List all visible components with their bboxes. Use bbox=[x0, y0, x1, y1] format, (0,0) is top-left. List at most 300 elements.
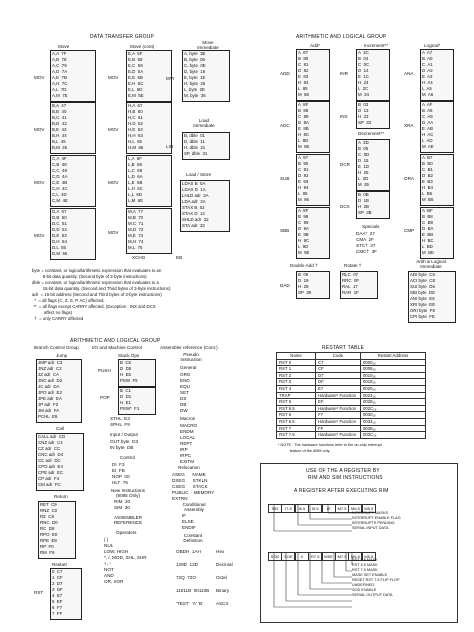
opcode-row: B 90 bbox=[298, 161, 309, 166]
opcode-row: IN byte DB bbox=[110, 445, 134, 450]
constant-types bbox=[216, 545, 233, 610]
constant-type: ASCII bbox=[216, 601, 228, 606]
opcode-row: A,E 7B bbox=[52, 75, 67, 80]
sphl-row: SPHL F9 bbox=[110, 422, 130, 427]
opcode-row: E B3 bbox=[422, 179, 433, 184]
opcode-row: CC adr DC bbox=[38, 458, 61, 463]
bit-label: INTERRUPTS PENDING bbox=[352, 521, 395, 525]
opcode-row: H A4 bbox=[422, 80, 433, 85]
operator-item: AND bbox=[104, 573, 114, 578]
opcode-row: H,B 60 bbox=[128, 109, 143, 114]
mov-mnemonic: MOV bbox=[108, 180, 119, 185]
opcode-row: D,L 55 bbox=[52, 245, 66, 250]
opcode-row: D,B 50 bbox=[52, 215, 67, 220]
constant-type: Binary bbox=[216, 588, 230, 593]
opcode-row: D,A 57 bbox=[52, 209, 67, 214]
pseudo-item: PUBLIC MEMORY bbox=[172, 490, 215, 495]
opcode-row: C,M 4E bbox=[52, 198, 68, 203]
dad-mnemonic: DAD bbox=[280, 283, 290, 288]
decrement-header: Decrement** bbox=[358, 131, 385, 136]
opcode-row: A B7 bbox=[422, 155, 433, 160]
bit-label: INTERRUPT MASKS bbox=[352, 511, 389, 515]
opcode-row: H AC bbox=[422, 132, 434, 137]
restart-table bbox=[276, 352, 426, 439]
note-line: ** = all flags except CARRY affected. (Exception : INX and DCX bbox=[32, 304, 156, 309]
register-bit: M5.5 bbox=[362, 504, 376, 513]
opcode-row: L,L 6D bbox=[128, 192, 142, 197]
opcode-row: SBI byte DE bbox=[410, 290, 436, 295]
opcode-row: CALL adr CD bbox=[38, 434, 66, 439]
constant-item: OBDH 1AH bbox=[176, 549, 201, 554]
opcode-row: H 2B bbox=[358, 204, 369, 209]
bit-label: INTERRUPT ENABLE FLAG bbox=[352, 516, 401, 520]
dcr-mnemonic: DCR bbox=[340, 162, 350, 167]
opcode-row: E,E 5B bbox=[128, 75, 143, 80]
opcode-row: C,B 48 bbox=[52, 162, 67, 167]
opcode-row: STAX D 12 bbox=[182, 211, 205, 216]
opcode-row: L A5 bbox=[422, 86, 432, 91]
double-add-header: Double Add † bbox=[290, 263, 318, 268]
inr-mnemonic: INR bbox=[340, 71, 348, 76]
opcode-row: CZ adr CC bbox=[38, 446, 61, 451]
opcode-row: H 25 bbox=[358, 170, 369, 175]
opcode-row: E 9B bbox=[298, 232, 309, 237]
register-bit: M7.5 bbox=[335, 504, 349, 513]
opcode-row: D 14 bbox=[358, 68, 369, 73]
opcode-row: STA adr 32 bbox=[182, 223, 205, 228]
table-cell: CF bbox=[316, 366, 361, 373]
opcode-row: C B1 bbox=[422, 167, 433, 172]
opcode-row: E 1C bbox=[358, 74, 369, 79]
opcode-row: 0 C7 bbox=[52, 569, 63, 574]
opcode-row: C 0D bbox=[358, 152, 370, 157]
opcode-row: A,C 79 bbox=[52, 63, 67, 68]
opcode-row: B 0B bbox=[358, 192, 369, 197]
register-bit: M6.5 bbox=[348, 504, 362, 513]
opcode-row: JC adr DA bbox=[38, 384, 60, 389]
add-header: Add* bbox=[310, 43, 320, 48]
opcode-row: D,D 52 bbox=[52, 227, 67, 232]
col-move-cont-header: Move (cont) bbox=[130, 44, 155, 49]
opcode-row: M,L 75 bbox=[128, 245, 143, 250]
opcode-row: H 23 bbox=[358, 114, 369, 119]
opcode-row: H BC bbox=[422, 238, 434, 243]
opcode-row: L,C 69 bbox=[128, 168, 143, 173]
opcode-row: ACI byte CE bbox=[410, 278, 436, 283]
rst-mnemonic: RST bbox=[34, 590, 44, 595]
opcode-row: B A0 bbox=[422, 56, 433, 61]
xra-mnemonic: XRA bbox=[404, 123, 414, 128]
opcode-row: D 92 bbox=[298, 173, 309, 178]
table-cell: DF bbox=[316, 379, 361, 386]
jump-group bbox=[36, 359, 82, 423]
table-cell: RST 7 bbox=[277, 425, 316, 432]
io-header: Input / Output bbox=[110, 432, 138, 437]
opcode-row: RC D8 bbox=[40, 526, 55, 531]
opcode-row: JM adr FA bbox=[38, 408, 60, 413]
opcode-row: A A7 bbox=[422, 50, 433, 55]
opcode-row: H 8C bbox=[298, 132, 310, 137]
opcode-row: A AF bbox=[422, 102, 433, 107]
opcode-row: D 8A bbox=[298, 120, 309, 125]
register-bit: SOD bbox=[268, 552, 282, 561]
mov-c-group bbox=[50, 155, 96, 207]
branch-control-header: Branch Control Group bbox=[34, 345, 79, 350]
opcode-row: L,H 6C bbox=[128, 186, 143, 191]
table-cell: 0038₁₆ bbox=[361, 425, 426, 432]
opcode-row: C,C 49 bbox=[52, 168, 67, 173]
opcode-row: SP 39 bbox=[298, 290, 312, 295]
lxi-mnemonic: LXI bbox=[166, 144, 173, 149]
opcode-row: H 94 bbox=[298, 185, 309, 190]
opcode-row: E,C 59 bbox=[128, 63, 143, 68]
specials-header: Specials bbox=[362, 224, 380, 229]
pseudo-item: LOCAL bbox=[180, 435, 196, 440]
restart-header: Restart bbox=[52, 562, 67, 567]
pseudo-item: END bbox=[180, 378, 190, 383]
opcode-row: L 9D bbox=[298, 244, 309, 249]
mov-mnemonic: MOV bbox=[34, 180, 45, 185]
opcode-row: L,A 6F bbox=[128, 156, 142, 161]
mov-mnemonic: MOV bbox=[34, 127, 45, 132]
opcode-row: JP adr F2 bbox=[38, 402, 59, 407]
opcode-row: L 85 bbox=[298, 86, 308, 91]
opcode-row: RAL 17 bbox=[342, 284, 358, 289]
opcode-row: A 87 bbox=[298, 50, 309, 55]
arith-imm-group bbox=[408, 271, 456, 323]
return-group bbox=[38, 501, 76, 559]
table-cell: EF bbox=[316, 399, 361, 406]
opcode-row: D 15 bbox=[358, 158, 369, 163]
pseudo-item: IRPC bbox=[180, 453, 191, 458]
opcode-row: CMA 2F bbox=[356, 237, 374, 242]
table-cell: RST 6.5 bbox=[277, 418, 316, 425]
opcode-row: E A3 bbox=[422, 74, 433, 79]
opcode-row: D BA bbox=[422, 226, 434, 231]
inx-mnemonic: INX bbox=[340, 114, 348, 119]
mvi-mnemonic: MVI bbox=[166, 76, 175, 81]
opcode-row: RAR 1F bbox=[342, 290, 359, 295]
opcode-row: ANI byte E6 bbox=[410, 296, 435, 301]
opcode-row: 4 E7 bbox=[52, 593, 63, 598]
call-header: Call bbox=[56, 426, 64, 431]
opcode-row: JMP adr C3 bbox=[38, 360, 63, 365]
conditional-header: Conditional Assembly bbox=[182, 502, 206, 512]
opcode-row: M 35 bbox=[358, 182, 369, 187]
table-header: Restart Address bbox=[361, 353, 426, 360]
opcode-row: 6 F7 bbox=[52, 605, 63, 610]
opcode-row: LHLD adr 2A bbox=[182, 193, 209, 198]
new-instr-list bbox=[114, 499, 130, 511]
opcode-row: C 99 bbox=[298, 220, 309, 225]
ora-mnemonic: ORA bbox=[404, 176, 414, 181]
opcode-row: B,C 41 bbox=[52, 115, 67, 120]
opcode-row: L,E 6B bbox=[128, 180, 143, 185]
opcode-row: D D5 bbox=[120, 366, 132, 371]
opcode-row: HLT 76 bbox=[112, 480, 128, 485]
load-store-group bbox=[180, 180, 230, 232]
ana-mnemonic: ANA bbox=[404, 71, 414, 76]
table-cell: 0024₁₆ bbox=[361, 392, 426, 399]
table-cell: Hardware* Function bbox=[316, 392, 361, 399]
constant-type: Decimal bbox=[216, 562, 233, 567]
branch-title: ARITHMETIC AND LOGICAL GROUP bbox=[70, 338, 161, 344]
table-row bbox=[277, 412, 426, 419]
control-list bbox=[112, 462, 130, 486]
jump-header: Jump bbox=[56, 353, 68, 358]
opcode-row: 5 EF bbox=[52, 599, 63, 604]
table-header: Name bbox=[277, 353, 316, 360]
table-cell: RST 1 bbox=[277, 366, 316, 373]
opcode-row: E,B 58 bbox=[128, 57, 143, 62]
adc-mnemonic: ADC bbox=[280, 123, 290, 128]
note-line: byte = constant, or logical/arithmetic expression that evaluates to an bbox=[32, 268, 162, 273]
bit-label: SERIAL INPUT DATA bbox=[352, 526, 389, 530]
opcode-row: SP 33 bbox=[358, 120, 372, 125]
opcode-row: C 89 bbox=[298, 114, 309, 119]
opcode-row: SP 3B bbox=[358, 210, 372, 215]
load-store-header: Load / Store bbox=[186, 172, 212, 177]
opcode-row: SUI byte D6 bbox=[410, 284, 435, 289]
opcode-row: M BE bbox=[422, 250, 434, 255]
mov-b-group bbox=[50, 102, 96, 154]
opcode-row: E, byte 1E bbox=[184, 75, 206, 80]
opcode-row: SP, dble 31 bbox=[184, 151, 208, 156]
xra-group bbox=[420, 101, 454, 153]
register-bit: IE bbox=[322, 504, 336, 513]
register-bit: I7.5 bbox=[281, 504, 295, 513]
opcode-row: RLC 07 bbox=[342, 272, 359, 277]
opcode-row: L AD bbox=[422, 138, 433, 143]
opcode-row: M 9E bbox=[298, 250, 310, 255]
mov-mnemonic: MOV bbox=[108, 75, 119, 80]
mov-mnemonic: MOV bbox=[34, 233, 45, 238]
table-cell: RST 6 bbox=[277, 412, 316, 419]
pseudo-item: DSEG STKLN bbox=[172, 478, 208, 483]
opcode-row: E 93 bbox=[298, 179, 309, 184]
opcode-row: LDAX D 1A bbox=[182, 187, 206, 192]
table-cell: 0030₁₆ bbox=[361, 412, 426, 419]
opcode-row: B 09 bbox=[298, 272, 309, 277]
opcode-row: D 19 bbox=[298, 278, 309, 283]
operator-item: NOT bbox=[104, 567, 114, 572]
opcode-row: JPO adr E2 bbox=[38, 390, 62, 395]
opcode-row: B 98 bbox=[298, 214, 309, 219]
table-cell: 003C₁₆ bbox=[361, 432, 426, 439]
table-cell: FF bbox=[316, 425, 361, 432]
opcode-row: DAA* 27 bbox=[356, 231, 375, 236]
opcode-row: C,L 4D bbox=[52, 192, 67, 197]
opcode-row: B 88 bbox=[298, 108, 309, 113]
inr-group bbox=[356, 49, 390, 101]
opcode-row: B,E 43 bbox=[52, 127, 67, 132]
table-cell: TRAP bbox=[277, 392, 316, 399]
opcode-row: B, byte 06 bbox=[184, 57, 205, 62]
io-control-header: I/O and Machine Control bbox=[92, 345, 142, 350]
table-row bbox=[277, 418, 426, 425]
table-cell: RST 7.5 bbox=[277, 432, 316, 439]
opcode-row: E BB bbox=[422, 232, 434, 237]
constant-item: 72Q 72O bbox=[176, 575, 196, 580]
opcode-row: H,L 65 bbox=[128, 139, 142, 144]
bit-label: MASK SET ENABLE bbox=[352, 573, 388, 577]
opcode-row: M,B 70 bbox=[128, 215, 144, 220]
opcode-row: B C5 bbox=[120, 360, 131, 365]
opcode-row: B B8 bbox=[422, 214, 433, 219]
opcode-row: PCHL E9 bbox=[38, 414, 58, 419]
load-immediate-header: Load Immediate bbox=[193, 118, 215, 128]
opcode-row: 3 DF bbox=[52, 587, 63, 592]
opcode-row: M,E 73 bbox=[128, 233, 144, 238]
sub-group bbox=[296, 154, 330, 206]
opcode-row: C,D 4A bbox=[52, 174, 68, 179]
opcode-row: D,E 53 bbox=[52, 233, 67, 238]
opcode-row: L BD bbox=[422, 244, 433, 249]
opcode-row: M,A 77 bbox=[128, 209, 143, 214]
opcode-row: 1 CF bbox=[52, 575, 63, 580]
after-rim-title: A REGISTER AFTER EXECUTING RIM bbox=[294, 488, 389, 494]
pseudo-item: EXTRN bbox=[172, 496, 188, 501]
opcode-row: M,C 71 bbox=[128, 221, 144, 226]
opcode-row: B,D 42 bbox=[52, 121, 67, 126]
general-list bbox=[180, 372, 190, 414]
note-line: * = all flags (C, Z, S, P, AC) affected. bbox=[32, 298, 105, 303]
opcode-row: RRC 0F bbox=[342, 278, 360, 283]
sbb-group bbox=[296, 207, 330, 259]
constant-item: 'TEST' 'A' 'B' bbox=[176, 601, 203, 606]
opcode-row: C 81 bbox=[298, 62, 309, 67]
opcode-row: D B2 bbox=[422, 173, 433, 178]
opcode-row: L 2C bbox=[358, 86, 369, 91]
opcode-row: B 05 bbox=[358, 146, 369, 151]
constant-list bbox=[176, 545, 209, 610]
opcode-row: RZ C8 bbox=[40, 514, 54, 519]
conditional-list bbox=[182, 513, 196, 531]
operator-item: NUL bbox=[104, 543, 114, 548]
restart-group bbox=[50, 568, 82, 620]
table-row bbox=[277, 399, 426, 406]
note-line: adr = 16-bit address (Second and Third bytes of 3-byte instructions) bbox=[32, 292, 162, 297]
table-cell: 0008₁₆ bbox=[361, 366, 426, 373]
opcode-row: C 91 bbox=[298, 167, 309, 172]
bit-label: SERIAL OUTPUT DATA bbox=[352, 593, 393, 597]
bit-label: RST 6.5 MASK bbox=[352, 563, 378, 567]
table-row bbox=[277, 385, 426, 392]
opcode-row: L,D 6A bbox=[128, 174, 143, 179]
opcode-row: RM F8 bbox=[40, 550, 55, 555]
opcode-row: C B9 bbox=[422, 220, 433, 225]
opcode-row: M 86 bbox=[298, 92, 309, 97]
opcode-row: A, byte 3E bbox=[184, 51, 206, 56]
opcode-row: RNZ C0 bbox=[40, 508, 58, 513]
opcode-row: C,E 4B bbox=[52, 180, 68, 185]
opcode-row: B B0 bbox=[422, 161, 433, 166]
operators-header: Operators bbox=[116, 530, 137, 535]
table-cell: RST 5.5 bbox=[277, 405, 316, 412]
table-cell: RST 4 bbox=[277, 385, 316, 392]
opcode-row: B,L 45 bbox=[52, 139, 66, 144]
opcode-row: D 13 bbox=[358, 108, 369, 113]
opcode-row: STAX B 02 bbox=[182, 205, 205, 210]
table-cell: 0020₁₆ bbox=[361, 385, 426, 392]
opcode-row: D A2 bbox=[422, 68, 433, 73]
opcode-row: A 3C bbox=[358, 50, 369, 55]
opcode-row: JPE adr EA bbox=[38, 396, 62, 401]
note-line: 16-bit data quantity. (Second and Third bytes of 3-byte instructions) bbox=[32, 286, 171, 291]
table-cell: 0028₁₆ bbox=[361, 399, 426, 406]
opcode-row: JNC adr D2 bbox=[38, 378, 63, 383]
cmp-mnemonic: CMP bbox=[404, 228, 415, 233]
opcode-row: D, byte 16 bbox=[184, 69, 206, 74]
opcode-row: RPE E8 bbox=[40, 538, 57, 543]
opcode-row: H 9C bbox=[298, 238, 310, 243]
mov-d-group bbox=[50, 208, 96, 260]
opcode-row: H,A 67 bbox=[128, 103, 143, 108]
opcode-row: L, byte 2E bbox=[184, 87, 205, 92]
opcode-row: D 9A bbox=[298, 226, 309, 231]
constant-header: Constant Definition bbox=[183, 533, 203, 543]
call-group bbox=[36, 433, 84, 491]
opcode-row: A,M 7E bbox=[52, 93, 68, 98]
note-line: affect no flags) bbox=[32, 310, 73, 315]
operator-item: ( ) bbox=[104, 537, 109, 542]
table-cell: 0018₁₆ bbox=[361, 379, 426, 386]
register-bit: I6.5 bbox=[295, 504, 309, 513]
opcode-row: A BF bbox=[422, 208, 433, 213]
pseudo-item: CSEG STACK bbox=[172, 484, 208, 489]
pseudo-item: ELSE bbox=[182, 519, 194, 524]
opcode-row: PSW F5 bbox=[120, 378, 138, 383]
rim-sim-leader-lines bbox=[268, 505, 356, 615]
table-cell: 002C₁₆ bbox=[361, 405, 426, 412]
opcode-row: H E5 bbox=[120, 372, 131, 377]
col-move-header: Move bbox=[58, 44, 70, 49]
opcode-row: M 34 bbox=[358, 92, 369, 97]
opcode-row: H, dble 21 bbox=[184, 145, 206, 150]
register-bit: M7.5 bbox=[335, 552, 349, 561]
opcode-row: ADI byte C6 bbox=[410, 272, 435, 277]
register-bit: R7.5 bbox=[308, 552, 322, 561]
opcode-row: CM adr FC bbox=[38, 482, 61, 487]
table-cell: 0000₁₆ bbox=[361, 359, 426, 366]
mvi-group bbox=[182, 50, 230, 102]
opcode-row: B 03 bbox=[358, 102, 369, 107]
register-bit: SID bbox=[268, 504, 282, 513]
opcode-row: H 24 bbox=[358, 80, 369, 85]
stack-ops-header: Stack Ops bbox=[118, 353, 140, 358]
opcode-row: E,A 5F bbox=[128, 51, 143, 56]
table-cell: D7 bbox=[316, 372, 361, 379]
opcode-row: E,H 5C bbox=[128, 81, 144, 86]
table-cell: Hardware* Function bbox=[316, 405, 361, 412]
return-header: Return bbox=[54, 494, 68, 499]
opcode-row: H 29 bbox=[298, 284, 309, 289]
opcode-row: A 8F bbox=[298, 102, 309, 107]
opcode-row: CP adr F4 bbox=[38, 476, 60, 481]
opcode-row: H, byte 26 bbox=[184, 81, 206, 86]
add-mnemonic: ADD bbox=[280, 71, 290, 76]
opcode-row: SHLD adr 22 bbox=[182, 217, 209, 222]
opcode-row: JNZ adr C2 bbox=[38, 366, 62, 371]
opcode-row: M B6 bbox=[422, 197, 434, 202]
pseudo-item: ASEG NAME bbox=[172, 472, 206, 477]
opcode-row: JZ adr CA bbox=[38, 372, 59, 377]
bit-label: RESET RST 7.5 FLIP FLOP bbox=[352, 578, 400, 582]
opcode-row: M 8E bbox=[298, 144, 310, 149]
opcode-row: D,M 56 bbox=[52, 251, 68, 256]
note-line: 8-bit data quantity. (Second byte of 2-byte instructions) bbox=[32, 274, 147, 279]
table-cell: RST 3 bbox=[277, 379, 316, 386]
